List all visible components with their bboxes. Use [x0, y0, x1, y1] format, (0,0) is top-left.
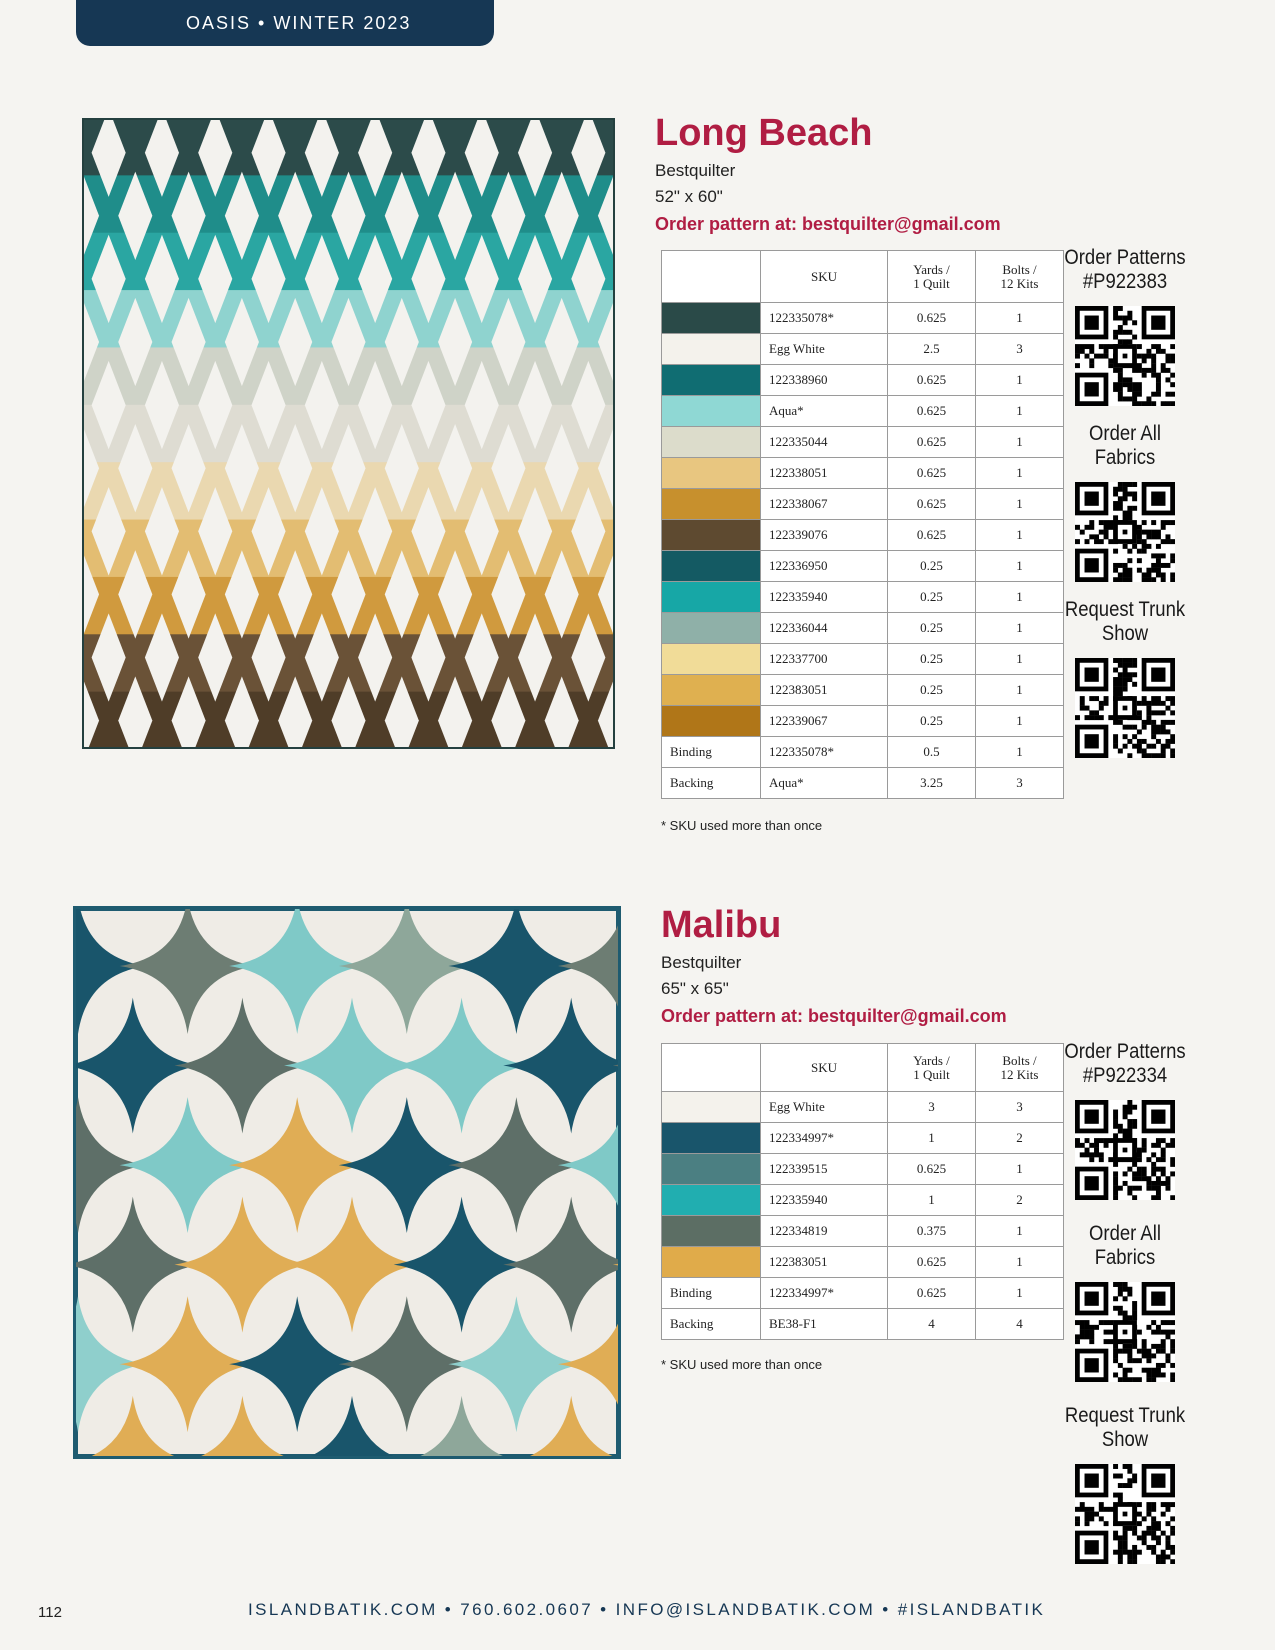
yards-cell: 3.25: [888, 768, 976, 799]
order-patterns-label: Order Patterns #P922383: [1064, 246, 1186, 293]
order-patterns-label: Order Patterns #P922334: [1064, 1040, 1186, 1087]
request-trunk-show-label: Request Trunk Show: [1064, 598, 1186, 645]
sku-cell: Egg White: [761, 1092, 888, 1123]
bolts-cell: 2: [976, 1123, 1064, 1154]
sku-cell: Egg White: [761, 334, 888, 365]
fabric-row: [662, 303, 1064, 334]
sku-cell: 122339515: [761, 1154, 888, 1185]
fabric-swatch: [662, 675, 761, 706]
fabric-row: [662, 582, 1064, 613]
fabric-swatch: [662, 613, 761, 644]
bolts-cell: 3: [976, 1092, 1064, 1123]
fabric-swatch: [662, 706, 761, 737]
malibu-quilt-image: [73, 906, 621, 1459]
fabric-row: [662, 1309, 1064, 1340]
yards-cell: 0.625: [888, 458, 976, 489]
sku-cell: 122336044: [761, 613, 888, 644]
fabric-swatch: [662, 1154, 761, 1185]
fabric-row: [662, 1123, 1064, 1154]
sku-cell: 122336950: [761, 551, 888, 582]
long-beach-info: [655, 114, 1001, 235]
fabric-row: [662, 1154, 1064, 1185]
fabric-swatch: [662, 334, 761, 365]
long-beach-fabric-table: [661, 250, 1064, 799]
yards-cell: 0.375: [888, 1216, 976, 1247]
quilt-size: 65" x 65": [661, 979, 729, 998]
yards-cell: 1: [888, 1123, 976, 1154]
fabric-row: [662, 706, 1064, 737]
bolts-cell: 1: [976, 675, 1064, 706]
yards-cell: 0.625: [888, 1154, 976, 1185]
fabric-swatch: [662, 489, 761, 520]
yards-cell: 0.625: [888, 1247, 976, 1278]
sku-cell: 122335940: [761, 582, 888, 613]
fabric-swatch: [662, 1216, 761, 1247]
yards-cell: 0.625: [888, 520, 976, 551]
sku-cell: 122335940: [761, 1185, 888, 1216]
malibu-fabric-table: [661, 1043, 1064, 1340]
fabric-swatch: [662, 1092, 761, 1123]
fabric-row: [662, 1278, 1064, 1309]
fabric-swatch: [662, 1185, 761, 1216]
yards-cell: 0.625: [888, 1278, 976, 1309]
yards-cell: 0.625: [888, 427, 976, 458]
bolts-cell: 1: [976, 520, 1064, 551]
sku-cell: 122334997*: [761, 1123, 888, 1154]
fabric-swatch: [662, 1247, 761, 1278]
yards-cell: 0.25: [888, 644, 976, 675]
fabric-row: [662, 675, 1064, 706]
fabric-row: [662, 551, 1064, 582]
sku-cell: 122339076: [761, 520, 888, 551]
sku-cell: 122338051: [761, 458, 888, 489]
fabric-row: [662, 365, 1064, 396]
order-all-fabrics-label: Order All Fabrics: [1089, 1222, 1161, 1269]
bolts-cell: 2: [976, 1185, 1064, 1216]
bolts-cell: 1: [976, 1247, 1064, 1278]
sku-cell: 122337700: [761, 644, 888, 675]
bolts-cell: 1: [976, 1278, 1064, 1309]
bolts-cell: 1: [976, 427, 1064, 458]
issue-header: [76, 0, 494, 46]
yards-cell: 4: [888, 1309, 976, 1340]
sku-cell: BE38-F1: [761, 1309, 888, 1340]
bolts-cell: 3: [976, 768, 1064, 799]
sku-cell: 122334997*: [761, 1278, 888, 1309]
sku-cell: 122334819: [761, 1216, 888, 1247]
bolts-cell: 1: [976, 737, 1064, 768]
bolts-cell: 1: [976, 396, 1064, 427]
bolts-cell: 1: [976, 303, 1064, 334]
row-label: Binding: [662, 1278, 761, 1309]
fabric-row: [662, 520, 1064, 551]
fabric-row: [662, 768, 1064, 799]
yards-cell: 0.25: [888, 675, 976, 706]
order-link[interactable]: Order pattern at: bestquilter@gmail.com: [661, 1006, 1007, 1026]
fabric-row: [662, 1092, 1064, 1123]
yards-cell: 2.5: [888, 334, 976, 365]
order-all-fabrics-label: Order All Fabrics: [1089, 422, 1161, 469]
fabric-row: [662, 613, 1064, 644]
sku-cell: Aqua*: [761, 396, 888, 427]
pattern-title: Malibu: [661, 904, 782, 946]
fabric-swatch: [662, 396, 761, 427]
sku-cell: 122335078*: [761, 737, 888, 768]
long-beach-quilt-image: [82, 118, 615, 749]
fabric-swatch: [662, 582, 761, 613]
fabric-swatch: [662, 365, 761, 396]
sku-cell: 122335044: [761, 427, 888, 458]
quilt-size: 52" x 60": [655, 187, 723, 206]
bolts-cell: 1: [976, 644, 1064, 675]
request-trunk-show-label: Request Trunk Show: [1064, 1404, 1186, 1451]
fabric-row: [662, 1216, 1064, 1247]
yards-cell: 1: [888, 1185, 976, 1216]
fabric-row: [662, 396, 1064, 427]
sku-cell: 122335078*: [761, 303, 888, 334]
order-patterns-qr-icon[interactable]: [1075, 306, 1175, 406]
row-label: Backing: [662, 1309, 761, 1340]
swatch-header: [662, 251, 761, 303]
bolts-cell: 1: [976, 1154, 1064, 1185]
fabric-swatch: [662, 303, 761, 334]
fabric-row: [662, 1247, 1064, 1278]
sku-cell: 122339067: [761, 706, 888, 737]
bolts-header: Bolts / 12 Kits: [976, 1044, 1064, 1092]
malibu-side-panel: [1050, 1040, 1200, 1564]
footer-contact[interactable]: ISLANDBATIK.COM • 760.602.0607 • INFO@ISLANDBATIK.COM • #ISLANDBATIK: [248, 1600, 1046, 1619]
row-label: Binding: [662, 737, 761, 768]
bolts-header: Bolts / 12 Kits: [976, 251, 1064, 303]
fabric-swatch: [662, 427, 761, 458]
fabric-swatch: [662, 1123, 761, 1154]
sku-cell: 122383051: [761, 675, 888, 706]
order-all-fabrics-qr-icon[interactable]: [1075, 482, 1175, 582]
bolts-cell: 1: [976, 706, 1064, 737]
bolts-cell: 1: [976, 458, 1064, 489]
fabric-swatch: [662, 520, 761, 551]
yards-cell: 0.25: [888, 613, 976, 644]
sku-cell: Aqua*: [761, 768, 888, 799]
bolts-cell: 1: [976, 613, 1064, 644]
order-link[interactable]: Order pattern at: bestquilter@gmail.com: [655, 214, 1001, 234]
yards-cell: 0.625: [888, 303, 976, 334]
designer: Bestquilter: [655, 161, 736, 180]
sku-cell: 122338067: [761, 489, 888, 520]
yards-cell: 0.625: [888, 396, 976, 427]
sku-cell: 122383051: [761, 1247, 888, 1278]
request-trunk-show-qr-icon[interactable]: [1075, 1464, 1175, 1564]
fabric-swatch: [662, 458, 761, 489]
yards-header: Yards / 1 Quilt: [888, 1044, 976, 1092]
footnote: * SKU used more than once: [661, 1357, 823, 1372]
order-patterns-qr-icon[interactable]: [1075, 1100, 1175, 1200]
bolts-cell: 3: [976, 334, 1064, 365]
sku-header: SKU: [761, 1044, 888, 1092]
fabric-row: [662, 427, 1064, 458]
page-number: 112: [38, 1604, 62, 1621]
yards-cell: 0.25: [888, 706, 976, 737]
footnote: * SKU used more than once: [661, 818, 823, 833]
malibu-info: [661, 906, 1007, 1027]
pattern-title: Long Beach: [655, 112, 873, 154]
request-trunk-show-qr-icon[interactable]: [1075, 658, 1175, 758]
yards-header: Yards / 1 Quilt: [888, 251, 976, 303]
fabric-row: [662, 334, 1064, 365]
bolts-cell: 1: [976, 489, 1064, 520]
bolts-cell: 4: [976, 1309, 1064, 1340]
fabric-swatch: [662, 644, 761, 675]
fabric-row: [662, 644, 1064, 675]
yards-cell: 3: [888, 1092, 976, 1123]
designer: Bestquilter: [661, 953, 742, 972]
fabric-row: [662, 737, 1064, 768]
bolts-cell: 1: [976, 365, 1064, 396]
issue-label: OASIS • WINTER 2023: [186, 12, 412, 33]
sku-cell: 122338960: [761, 365, 888, 396]
order-all-fabrics-qr-icon[interactable]: [1075, 1282, 1175, 1382]
fabric-swatch: [662, 551, 761, 582]
yards-cell: 0.5: [888, 737, 976, 768]
bolts-cell: 1: [976, 1216, 1064, 1247]
long-beach-side-panel: [1050, 246, 1200, 758]
yards-cell: 0.25: [888, 551, 976, 582]
fabric-row: [662, 489, 1064, 520]
yards-cell: 0.625: [888, 365, 976, 396]
fabric-row: [662, 1185, 1064, 1216]
bolts-cell: 1: [976, 582, 1064, 613]
fabric-row: [662, 458, 1064, 489]
sku-header: SKU: [761, 251, 888, 303]
row-label: Backing: [662, 768, 761, 799]
yards-cell: 0.25: [888, 582, 976, 613]
swatch-header: [662, 1044, 761, 1092]
bolts-cell: 1: [976, 551, 1064, 582]
yards-cell: 0.625: [888, 489, 976, 520]
